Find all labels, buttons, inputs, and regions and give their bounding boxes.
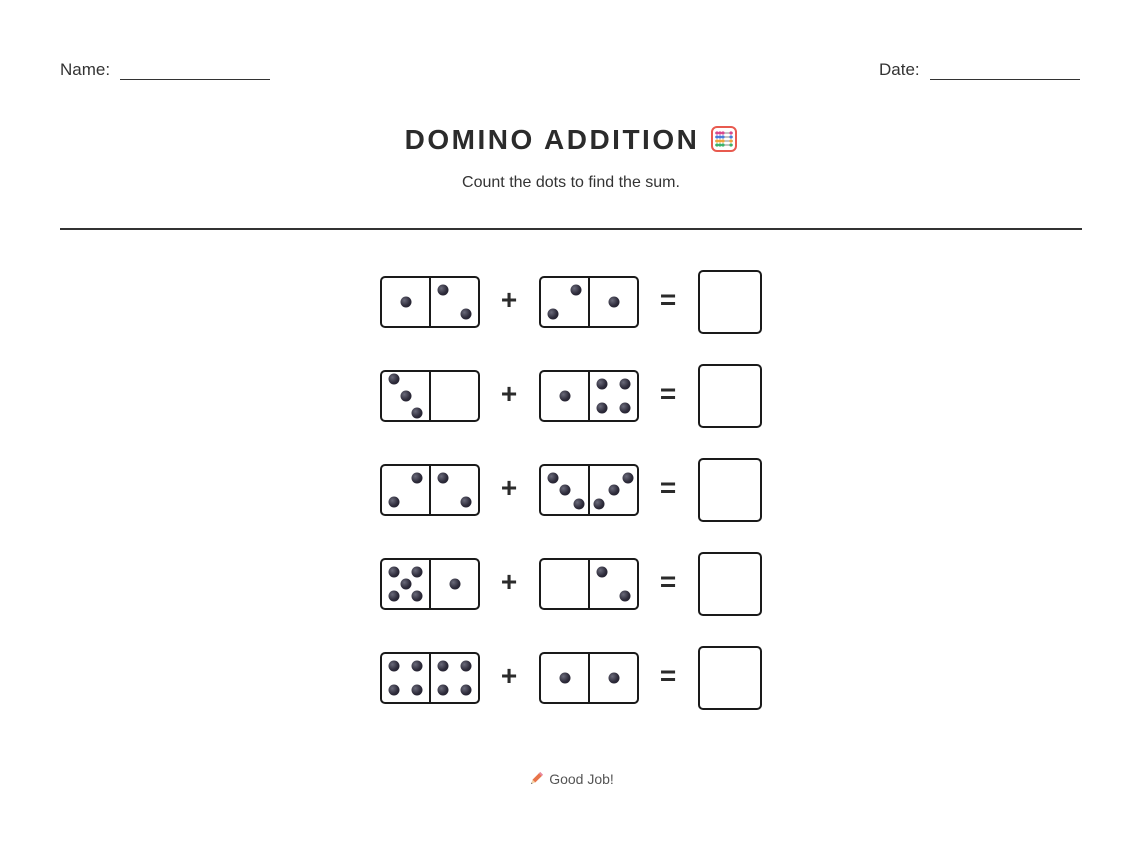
domino-second [539,558,639,610]
answer-box[interactable] [698,646,762,710]
name-field [60,60,270,80]
pip-dot [449,579,460,590]
pip-dot [400,579,411,590]
equals-sign: = [659,566,677,597]
domino-first [380,370,480,422]
domino-half-left [541,654,588,702]
name-label: Name: [60,60,111,79]
name-input-line[interactable] [120,60,270,80]
footer-text: Good Job! [549,771,614,787]
instructions: Count the dots to find the sum. [462,174,680,191]
pip-dot [559,485,570,496]
pip-dot [461,497,472,508]
domino-half-right [429,560,478,608]
answer-box[interactable] [698,364,762,428]
plus-sign: + [500,660,518,691]
pip-dot [400,391,411,402]
domino-half-left [541,560,588,608]
answer-box[interactable] [698,270,762,334]
problem-row [380,646,762,710]
pip-dot [400,297,411,308]
pip-dot [461,661,472,672]
equals-sign: = [659,660,677,691]
domino-second [539,276,639,328]
domino-half-left [382,278,429,326]
page-title [0,124,1142,156]
footer [0,771,1142,787]
plus-sign: + [500,284,518,315]
pip-dot [559,673,570,684]
pip-dot [412,567,423,578]
equals-sign: = [659,378,677,409]
page-title-text: DOMINO ADDITION [404,124,700,155]
domino-half-right [429,466,478,514]
domino-second [539,464,639,516]
domino-first [380,464,480,516]
pencil-icon [528,771,544,787]
pip-dot [571,285,582,296]
plus-sign: + [500,472,518,503]
pip-dot [412,685,423,696]
pip-dot [622,473,633,484]
problem-row [380,458,762,522]
domino-half-left [382,560,429,608]
pip-dot [437,473,448,484]
pip-dot [437,685,448,696]
domino-half-left [541,372,588,420]
date-input-line[interactable] [930,60,1080,80]
pip-dot [608,673,619,684]
pip-dot [412,473,423,484]
pip-dot [437,285,448,296]
pip-dot [388,591,399,602]
pip-dot [594,499,605,510]
pip-dot [596,403,607,414]
problem-row [380,364,762,428]
pip-dot [547,309,558,320]
pip-dot [559,391,570,402]
plus-sign: + [500,566,518,597]
domino-second [539,370,639,422]
domino-half-right [429,654,478,702]
pip-dot [573,499,584,510]
domino-first [380,276,480,328]
domino-half-right [588,278,637,326]
pip-dot [412,591,423,602]
divider [60,228,1082,230]
domino-half-left [382,654,429,702]
domino-half-left [382,466,429,514]
equals-sign: = [659,284,677,315]
domino-half-right [429,372,478,420]
pip-dot [388,685,399,696]
pip-dot [608,297,619,308]
problem-row [380,552,762,616]
pip-dot [596,379,607,390]
pip-dot [437,661,448,672]
domino-half-right [588,560,637,608]
domino-first [380,652,480,704]
domino-second [539,652,639,704]
plus-sign: + [500,378,518,409]
domino-first [380,558,480,610]
pip-dot [388,497,399,508]
answer-box[interactable] [698,552,762,616]
date-label: Date: [879,60,920,79]
problem-row [380,270,762,334]
domino-half-right [429,278,478,326]
pip-dot [547,473,558,484]
pip-dot [388,374,399,385]
domino-half-right [588,466,637,514]
pip-dot [412,661,423,672]
pip-dot [620,379,631,390]
pip-dot [461,685,472,696]
pip-dot [461,309,472,320]
pip-dot [388,661,399,672]
date-field [879,60,1080,80]
domino-half-left [541,466,588,514]
answer-box[interactable] [698,458,762,522]
pip-dot [412,407,423,418]
abacus-icon [711,126,737,152]
pip-dot [596,567,607,578]
pip-dot [608,485,619,496]
domino-half-left [382,372,429,420]
domino-half-left [541,278,588,326]
pip-dot [388,567,399,578]
problem-list [380,270,762,740]
domino-half-right [588,654,637,702]
pip-dot [620,403,631,414]
equals-sign: = [659,472,677,503]
pip-dot [620,591,631,602]
domino-half-right [588,372,637,420]
